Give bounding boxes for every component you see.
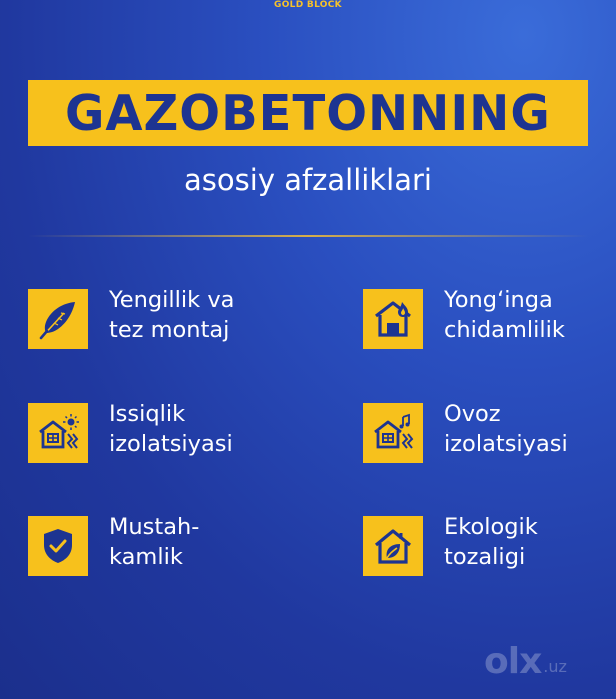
feature-label: Yengillik va tez montaj bbox=[109, 287, 235, 343]
feature-item-lightness bbox=[28, 289, 234, 359]
shield-check-icon bbox=[28, 516, 88, 576]
feature-item-fire-resistance bbox=[363, 289, 565, 359]
house-sun-icon bbox=[28, 403, 88, 463]
feature-item-sound-insulation bbox=[363, 403, 568, 473]
divider bbox=[28, 235, 588, 237]
feature-item-thermal-insulation bbox=[28, 403, 233, 473]
page-title: GAZOBETONNING bbox=[65, 84, 551, 142]
feature-item-durability bbox=[28, 516, 199, 586]
fire-house-icon bbox=[363, 289, 423, 349]
feature-item-ecology bbox=[363, 516, 538, 586]
olx-watermark bbox=[484, 640, 567, 684]
title-banner bbox=[28, 80, 588, 146]
house-sound-icon bbox=[363, 403, 423, 463]
brand-logo: GOLD BLOCK bbox=[274, 0, 342, 10]
eco-house-leaf-icon bbox=[363, 516, 423, 576]
feather-icon bbox=[28, 289, 88, 349]
feature-label: Issiqlik izolatsiyasi bbox=[109, 401, 233, 457]
page-subtitle: asosiy afzalliklari bbox=[184, 163, 432, 197]
olx-domain: .uz bbox=[543, 656, 567, 676]
olx-logo: olx bbox=[484, 641, 542, 682]
feature-label: Ekologik tozaligi bbox=[444, 514, 538, 570]
feature-label: Ovoz izolatsiyasi bbox=[444, 401, 568, 457]
feature-label: Yong‘inga chidamlilik bbox=[444, 287, 565, 343]
feature-label: Mustah- kamlik bbox=[109, 514, 200, 570]
